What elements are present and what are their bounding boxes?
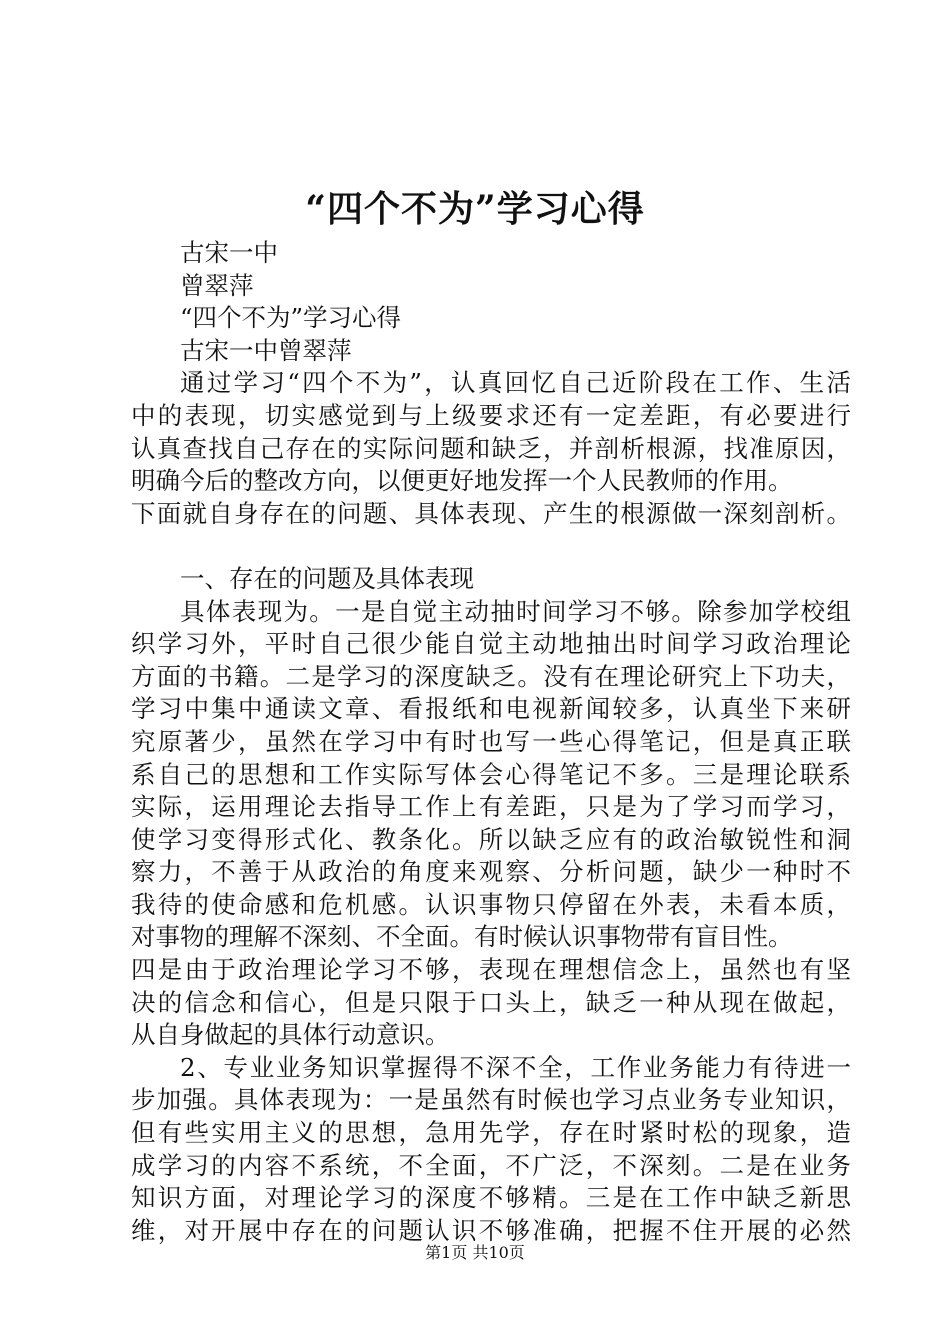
section-1-line: 四是由于政治理论学习不够，表现在理想信念上，虽然也有坚 [131,955,851,985]
section-1-line: 从自身做起的具体行动意识。 [131,1020,450,1050]
section-1-line: 对事物的理解不深刻、不全面。有时候认识事物带有盲目性。 [131,922,793,952]
section-2-line: 成学习的内容不系统，不全面，不广泛，不深刻。二是在业务 [131,1150,851,1180]
section-1-line: 究原著少，虽然在学习中有时也写一些心得笔记，但是真正联 [131,726,851,756]
section-1-line: 学习中集中通读文章、看报纸和电视新闻较多，认真坐下来研 [131,694,851,724]
section-2-line: 知识方面，对理论学习的深度不够精。三是在工作中缺乏新思 [131,1183,851,1213]
section-1-line: 实际，运用理论去指导工作上有差距，只是为了学习而学习， [131,792,851,822]
intro-line: 认真查找自己存在的实际问题和缺乏，并剖析根源，找准原因， [131,433,851,463]
section-2-line: 步加强。具体表现为：一是虽然有时候也学习点业务专业知识， [131,1085,851,1115]
section-1-line: 决的信念和信心，但是只限于口头上，缺乏一种从现在做起， [131,987,851,1017]
header-line-school: 古宋一中 [180,238,278,267]
section-1-line: 织学习外，平时自己很少能自觉主动地抽出时间学习政治理论 [131,629,851,659]
document-title: “四个不为”学习心得 [305,188,645,230]
section-1-line: 方面的书籍。二是学习的深度缺乏。没有在理论研究上下功夫， [131,661,851,691]
document-body [131,237,851,1247]
header-line-author: 曾翠萍 [180,270,254,300]
section-1-line: 具体表现为。一是自觉主动抽时间学习不够。除参加学校组 [180,596,851,626]
page-number-footer: 第1页 共10页 [425,1243,525,1262]
header-line-subtitle: “四个不为”学习心得 [180,303,402,333]
intro-line: 明确今后的整改方向，以便更好地发挥一个人民教师的作用。 [131,466,793,496]
section-1-line: 察力，不善于从政治的角度来观察、分析问题，缺少一种时不 [131,857,851,887]
section-1-heading: 一、存在的问题及具体表现 [180,563,474,593]
intro-line: 通过学习“四个不为”，认真回忆自己近阶段在工作、生活 [180,368,851,398]
section-2-line: 维，对开展中存在的问题认识不够准确，把握不住开展的必然 [131,1215,851,1245]
section-1-line: 我待的使命感和危机感。认识事物只停留在外表，未看本质， [131,889,851,919]
section-1-line: 系自己的思想和工作实际写体会心得笔记不多。三是理论联系 [131,759,851,789]
section-2-line: 但有些实用主义的思想，急用先学，存在时紧时松的现象，造 [131,1118,851,1148]
section-1-line: 使学习变得形式化、教条化。所以缺乏应有的政治敏锐性和洞 [131,824,851,854]
header-line-byline: 古宋一中曾翠萍 [180,335,352,365]
intro-line: 下面就自身存在的问题、具体表现、产生的根源做一深刻剖析。 [131,498,851,528]
section-2-line: 2、专业业务知识掌握得不深不全，工作业务能力有待进一 [180,1052,851,1082]
paragraph-gap [131,530,851,563]
intro-line: 中的表现，切实感觉到与上级要求还有一定差距，有必要进行 [131,400,851,430]
